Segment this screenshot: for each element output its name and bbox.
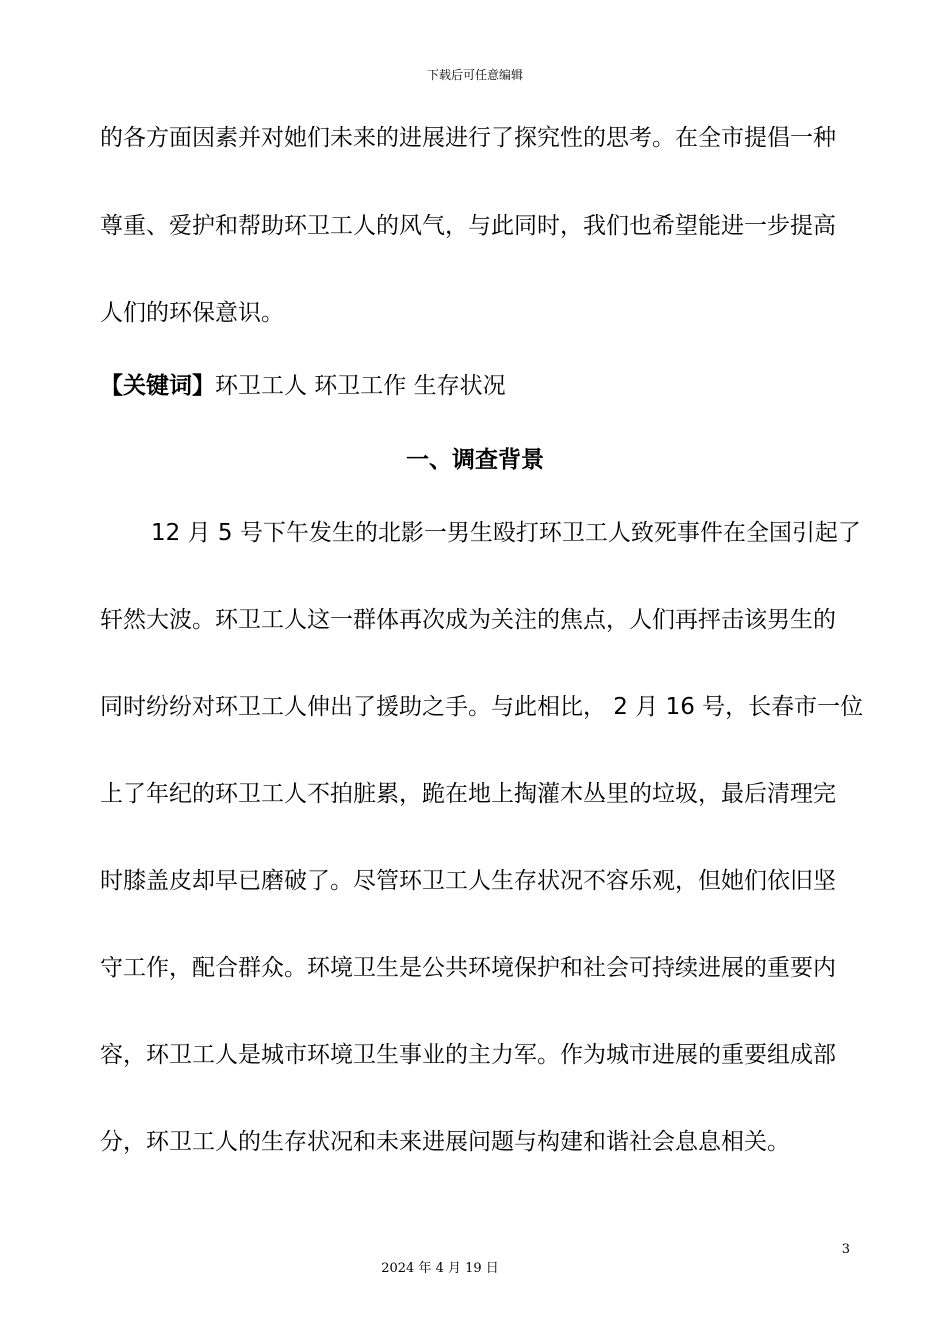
page-number: 3 <box>841 1242 850 1257</box>
paragraph-line-2: 轩然大波。环卫工人这一群体再次成为关注的焦点，人们再抨击该男生的 <box>100 607 836 633</box>
intro-line-1: 的各方面因素并对她们未来的进展进行了探究性的思考。在全市提倡一种 <box>100 125 836 151</box>
keywords-text: 环卫工人 环卫工作 生存状况 <box>215 373 506 399</box>
footer-date: 2024 年 4 月 19 日 <box>381 1261 499 1276</box>
intro-line-2: 尊重、爱护和帮助环卫工人的风气，与此同时，我们也希望能进一步提高 <box>100 213 836 239</box>
paragraph-line-4: 上了年纪的环卫工人不拍脏累，跪在地上掏灌木丛里的垃圾，最后清理完 <box>100 781 836 807</box>
keywords-label: 【关键词】 <box>100 373 215 399</box>
keywords-line <box>100 371 860 401</box>
page-header: 下载后可任意编辑 <box>426 68 523 82</box>
intro-line-3: 人们的环保意识。 <box>100 300 284 326</box>
paragraph-line-6: 守工作，配合群众。环境卫生是公共环境保护和社会可持续进展的重要内 <box>100 955 836 981</box>
paragraph-line-7: 容，环卫工人是城市环境卫生事业的主力军。作为城市进展的重要组成部 <box>100 1042 836 1068</box>
paragraph-line-1: 12 月 5 号下午发生的北影一男生殴打环卫工人致死事件在全国引起了 <box>128 520 861 546</box>
paragraph-line-5: 时膝盖皮却早已磨破了。尽管环卫工人生存状况不容乐观，但她们依旧坚 <box>100 868 836 894</box>
section-heading: 一、调查背景 <box>406 447 544 473</box>
paragraph-line-8: 分，环卫工人的生存状况和未来进展问题与构建和谐社会息息相关。 <box>100 1129 790 1155</box>
paragraph-line-3: 同时纷纷对环卫工人伸出了援助之手。与此相比， 2 月 16 号，长春市一位 <box>100 694 864 720</box>
